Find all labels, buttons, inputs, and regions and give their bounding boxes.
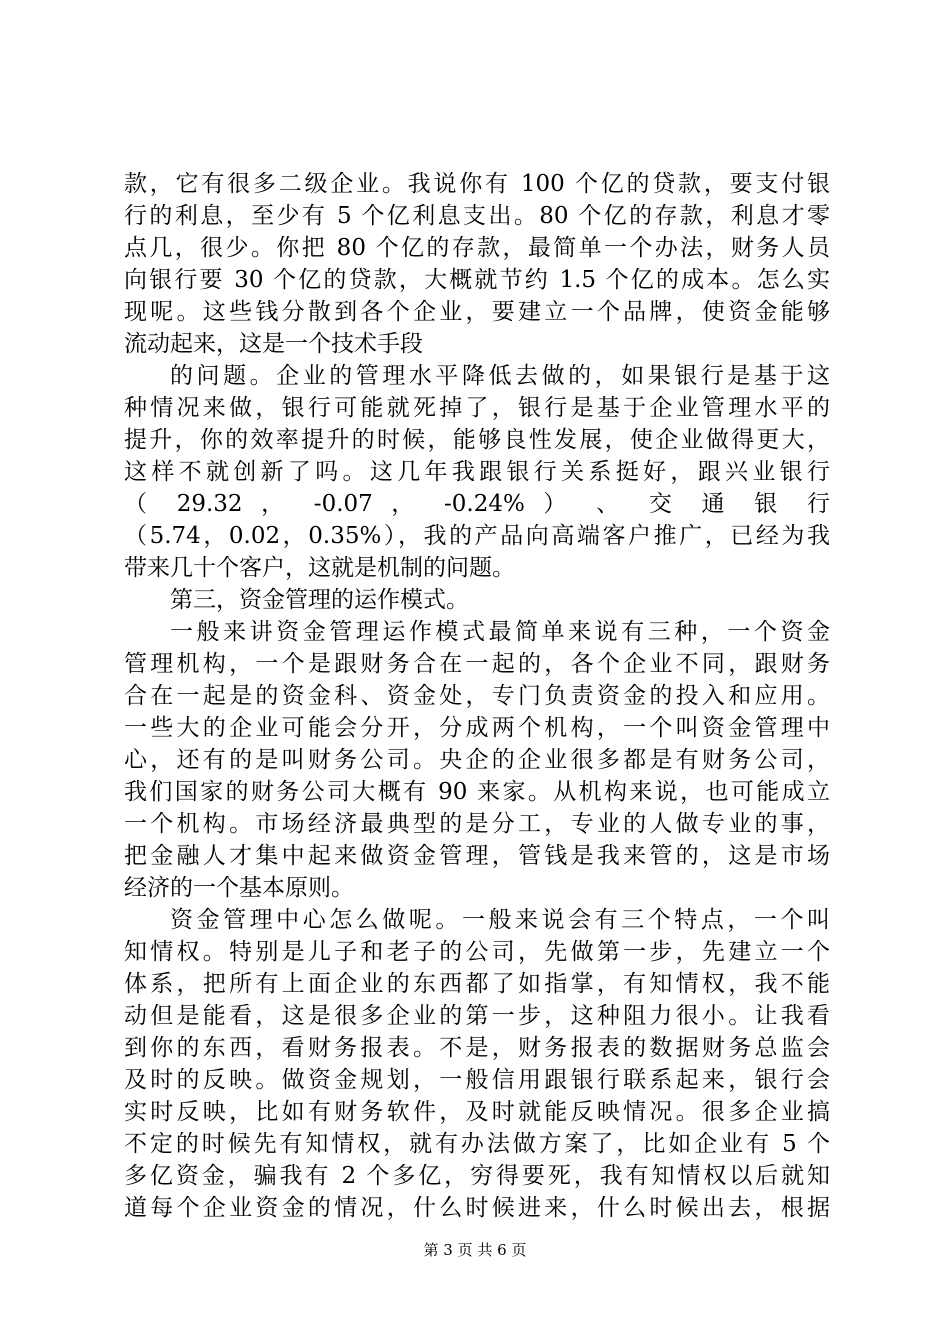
- text-line: 点几，很少。你把 80 个亿的存款，最简单一个办法，财务人员: [124, 235, 830, 261]
- text-line: 种情况来做，银行可能就死掉了，银行是基于企业管理水平的: [124, 395, 830, 421]
- text-line: 款，它有很多二级企业。我说你有 100 个亿的贷款，要支付银: [124, 171, 830, 197]
- text-line: 提升，你的效率提升的时候，能够良性发展，使企业做得更大，: [124, 427, 830, 453]
- text-line: 管理机构，一个是跟财务合在一起的，各个企业不同，跟财务: [124, 651, 830, 677]
- text-line: 动但是能看，这是很多企业的第一步，这种阻力很小。让我看: [124, 1003, 830, 1029]
- text-line: 把金融人才集中起来做资金管理，管钱是我来管的，这是市场: [124, 843, 830, 869]
- page-footer: 第 3 页 共 6 页: [423, 1241, 527, 1259]
- text-line: 我们国家的财务公司大概有 90 来家。从机构来说，也可能成立: [124, 779, 830, 805]
- text-line: 第三，资金管理的运作模式。: [170, 587, 469, 613]
- text-line: 一些大的企业可能会分开，分成两个机构，一个叫资金管理中: [124, 715, 830, 741]
- text-line: 的问题。企业的管理水平降低去做的，如果银行是基于这: [170, 363, 830, 389]
- text-line: 经济的一个基本原则。: [124, 875, 354, 901]
- text-line: 合在一起是的资金科、资金处，专门负责资金的投入和应用。: [124, 683, 830, 709]
- text-line: 到你的东西，看财务报表。不是，财务报表的数据财务总监会: [124, 1035, 830, 1061]
- text-line: 道每个企业资金的情况，什么时候进来，什么时候出去，根据: [124, 1195, 830, 1221]
- text-line: 流动起来，这是一个技术手段: [124, 331, 423, 357]
- text-line: 心，还有的是叫财务公司。央企的企业很多都是有财务公司，: [124, 747, 830, 773]
- text-line: 一般来讲资金管理运作模式最简单来说有三种，一个资金: [170, 619, 830, 645]
- text-line: 一个机构。市场经济最典型的是分工，专业的人做专业的事，: [124, 811, 830, 837]
- text-line: （ 29.32 ， -0.07 ， -0.24% ） 、 交 通 银 行: [124, 491, 830, 517]
- text-line: 资金管理中心怎么做呢。一般来说会有三个特点，一个叫: [170, 907, 830, 933]
- text-line: 现呢。这些钱分散到各个企业，要建立一个品牌，使资金能够: [124, 299, 830, 325]
- text-line: 向银行要 30 个亿的贷款，大概就节约 1.5 个亿的成本。怎么实: [124, 267, 830, 293]
- text-line: 不定的时候先有知情权，就有办法做方案了，比如企业有 5 个: [124, 1131, 830, 1157]
- text-line: 行的利息，至少有 5 个亿利息支出。80 个亿的存款，利息才零: [124, 203, 830, 229]
- text-line: 及时的反映。做资金规划，一般信用跟银行联系起来，银行会: [124, 1067, 830, 1093]
- text-line: 带来几十个客户，这就是机制的问题。: [124, 555, 515, 581]
- text-line: 多亿资金，骗我有 2 个多亿，穷得要死，我有知情权以后就知: [124, 1163, 830, 1189]
- document-body: [124, 168, 830, 1224]
- text-line: 体系，把所有上面企业的东西都了如指掌，有知情权，我不能: [124, 971, 830, 997]
- text-line: （5.74，0.02，0.35%），我的产品向高端客户推广，已经为我: [124, 523, 830, 549]
- text-line: 实时反映，比如有财务软件，及时就能反映情况。很多企业搞: [124, 1099, 830, 1125]
- text-line: 知情权。特别是儿子和老子的公司，先做第一步，先建立一个: [124, 939, 830, 965]
- text-line: 这样不就创新了吗。这几年我跟银行关系挺好，跟兴业银行: [124, 459, 830, 485]
